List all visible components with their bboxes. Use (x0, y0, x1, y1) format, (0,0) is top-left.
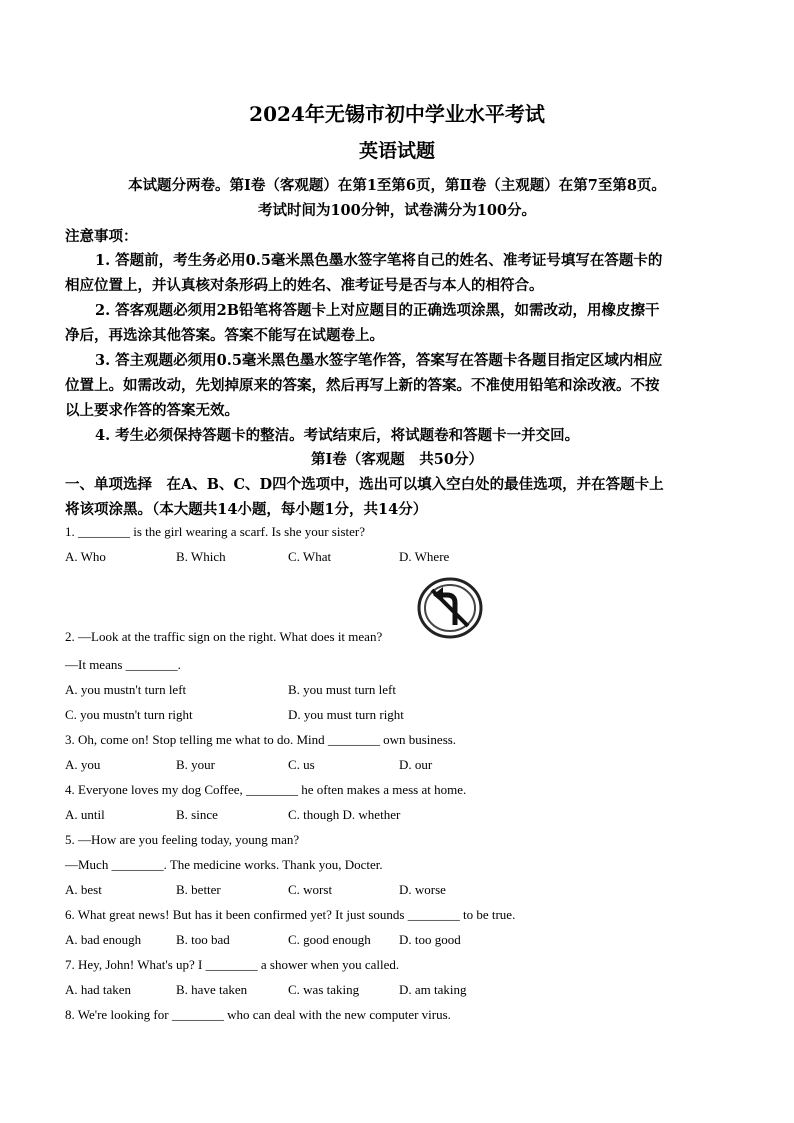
part-instruction: 一、单项选择 在A、B、C、D四个选项中，选出可以填入空白处的最佳选项，并在答题卡上 (65, 476, 664, 493)
option-c: C. us (288, 757, 315, 772)
intro-line: 本试题分两卷。第Ⅰ卷（客观题）在第1至第6页，第Ⅱ卷（主观题）在第7至第8页。 (128, 177, 666, 194)
note-line: 净后，再选涂其他答案。答案不能写在试题卷上。 (65, 327, 384, 344)
option-c: C. good enough (288, 932, 371, 947)
option-c-d: C. though D. whether (288, 807, 401, 822)
option-a: A. you (65, 757, 101, 772)
option-d: D. you must turn right (288, 707, 404, 722)
option-d: D. worse (399, 882, 446, 897)
intro-line: 考试时间为100分钟，试卷满分为100分。 (257, 202, 537, 219)
option-b: B. since (176, 807, 218, 822)
question-stem: 2. —Look at the traffic sign on the right. What does it mean? (65, 629, 383, 644)
option-c: C. you mustn't turn right (65, 707, 193, 722)
question-stem: 4. Everyone loves my dog Coffee, ________ he often makes a mess at home. (65, 782, 467, 797)
exam-subtitle: 英语试题 (358, 140, 435, 162)
question-stem-reply: —Much ________. The medicine works. Thank you, Docter. (65, 857, 383, 872)
option-b: B. you must turn left (288, 682, 396, 697)
option-b: B. Which (176, 549, 226, 564)
option-d: D. our (399, 757, 433, 772)
notes-heading: 注意事项： (65, 228, 138, 245)
question-stem: 8. We're looking for ________ who can deal with the new computer virus. (65, 1007, 451, 1022)
no-left-turn-sign-icon (417, 577, 483, 639)
option-c: C. What (288, 549, 332, 564)
question-stem: 7. Hey, John! What's up? I ________ a shower when you called. (65, 957, 400, 972)
option-a: A. until (65, 807, 105, 822)
option-d: D. am taking (399, 982, 467, 997)
option-b: B. have taken (176, 982, 248, 997)
question-stem: 3. Oh, come on! Stop telling me what to do. Mind ________ own business. (65, 732, 457, 747)
option-a: A. best (65, 882, 102, 897)
note-line: 1. 答题前，考生务必用0.5毫米黑色墨水签字笔将自己的姓名、准考证号填写在答题卡的 (95, 252, 663, 269)
option-a: A. bad enough (65, 932, 142, 947)
option-d: D. too good (399, 932, 461, 947)
note-line: 2. 答客观题必须用2B铅笔将答题卡上对应题目的正确选项涂黑，如需改动，用橡皮擦干 (95, 302, 660, 319)
note-line: 4. 考生必须保持答题卡的整洁。考试结束后，将试题卷和答题卡一并交回。 (95, 427, 580, 444)
option-a: A. Who (65, 549, 106, 564)
option-b: B. too bad (176, 932, 230, 947)
question-stem: 6. What great news! But has it been confirmed yet? It just sounds ________ to be true. (65, 907, 516, 922)
volume-title: 第Ⅰ卷（客观题 共50分） (311, 451, 483, 468)
question-stem: 5. —How are you feeling today, young man? (65, 832, 300, 847)
part-instruction: 将该项涂黑。（本大题共14小题，每小题1分，共14分） (65, 501, 428, 518)
option-c: C. was taking (288, 982, 360, 997)
option-a: A. had taken (65, 982, 132, 997)
option-c: C. worst (288, 882, 333, 897)
option-b: B. your (176, 757, 215, 772)
question-stem-reply: —It means ________. (65, 657, 181, 672)
note-line: 相应位置上，并认真核对条形码上的姓名、准考证号是否与本人的相符合。 (65, 277, 544, 294)
note-line: 3. 答主观题必须用0.5毫米黑色墨水签字笔作答，答案写在答题卡各题目指定区域内相应 (95, 352, 663, 369)
option-d: D. Where (399, 549, 450, 564)
note-line: 位置上。如需改动，先划掉原来的答案，然后再写上新的答案。不准使用铅笔和涂改液。不按 (65, 377, 660, 394)
exam-title: 2024年无锡市初中学业水平考试 (249, 102, 545, 126)
option-b: B. better (176, 882, 221, 897)
option-a: A. you mustn't turn left (65, 682, 187, 697)
question-stem: 1. ________ is the girl wearing a scarf. Is she your sister? (65, 524, 366, 539)
note-line: 以上要求作答的答案无效。 (65, 402, 239, 419)
